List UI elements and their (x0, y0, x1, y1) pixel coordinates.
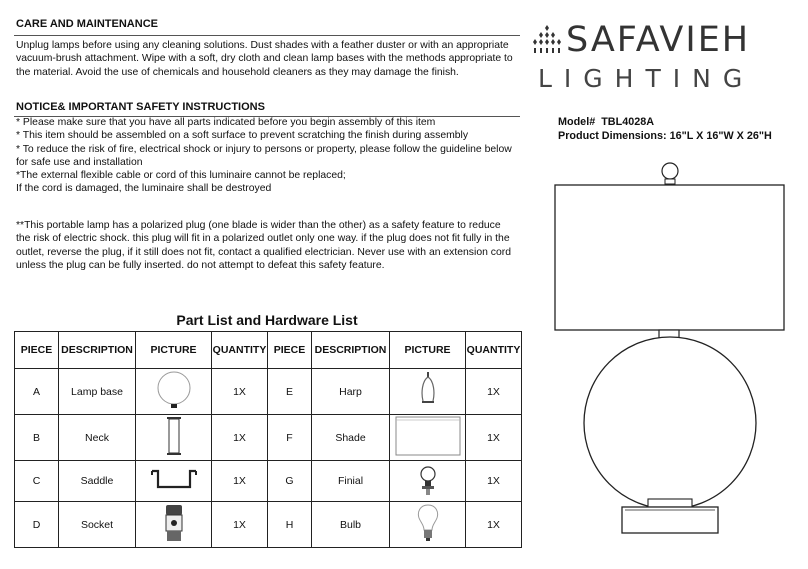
notice-title: NOTICE& IMPORTANT SAFETY INSTRUCTIONS (16, 101, 265, 113)
care-line: vacuum-brush attachment. Wipe with a soft, dry cloth and clean lamp bases with the methods appropriate to (16, 53, 513, 65)
brand-name: SAFAVIEH (566, 20, 751, 60)
header-picture: PICTURE (390, 332, 466, 369)
header-description: DESCRIPTION (59, 332, 136, 369)
lamp-globe-base (584, 337, 756, 509)
description-cell: Bulb (312, 502, 390, 548)
table-row (15, 369, 522, 415)
notice-line: * Please make sure that you have all parts indicated before you begin assembly of this item (16, 117, 436, 128)
description-cell: Saddle (59, 461, 136, 502)
plug-line: **This portable lamp has a polarized plug (one blade is wider than the other) as a safety feature to reduce (16, 220, 501, 231)
neck-icon (164, 416, 184, 456)
piece-cell: G (268, 461, 312, 502)
quantity-cell: 1X (212, 461, 268, 502)
header-quantity: QUANTITY (466, 332, 522, 369)
description-cell: Socket (59, 502, 136, 548)
picture-cell (136, 369, 212, 415)
quantity-cell: 1X (212, 502, 268, 548)
quantity-cell: 1X (466, 502, 522, 548)
bulb-icon (416, 503, 440, 543)
picture-cell (136, 502, 212, 548)
plug-line: unless the plug can be fully inserted. do not attempt to defeat this safety feature. (16, 259, 385, 271)
header-piece: PIECE (268, 332, 312, 369)
divider (14, 35, 520, 36)
plug-line: outlet, reverse the plug, if it still does not fit, contact a qualified electrician. Never use with an extension cord (16, 246, 511, 258)
care-title: CARE AND MAINTENANCE (16, 18, 158, 30)
lamp-shade (555, 185, 784, 330)
notice-line: If the cord is damaged, the luminaire shall be destroyed (16, 183, 272, 195)
parts-title: Part List and Hardware List (176, 312, 358, 328)
lamp-drawing (553, 160, 793, 550)
header-description: DESCRIPTION (312, 332, 390, 369)
picture-cell (390, 415, 466, 461)
description-cell: Neck (59, 415, 136, 461)
picture-cell (390, 369, 466, 415)
quantity-cell: 1X (212, 369, 268, 415)
notice-text (16, 116, 522, 196)
picture-cell (390, 461, 466, 502)
table-row (15, 461, 522, 502)
notice-line: *The external flexible cable or cord of this luminaire cannot be replaced; (16, 170, 346, 182)
piece-cell: C (15, 461, 59, 502)
piece-cell: H (268, 502, 312, 548)
description-cell: Harp (312, 369, 390, 415)
model-line (558, 115, 772, 129)
header-piece: PIECE (15, 332, 59, 369)
care-text (16, 39, 522, 79)
product-info (558, 115, 772, 143)
quantity-cell: 1X (466, 369, 522, 415)
lamp-plinth (622, 507, 718, 533)
piece-cell: E (268, 369, 312, 415)
base-collar (648, 499, 692, 507)
table-row (15, 502, 522, 548)
table-row (15, 415, 522, 461)
model-number: TBL4028A (601, 116, 655, 128)
plug-warning-text (16, 219, 522, 272)
finial-icon (418, 463, 438, 497)
header-quantity: QUANTITY (212, 332, 268, 369)
quantity-cell: 1X (466, 415, 522, 461)
picture-cell (390, 502, 466, 548)
globe-icon (154, 370, 194, 410)
socket-icon (162, 503, 186, 543)
notice-line: * This item should be assembled on a soft surface to prevent scratching the finish during assembly (16, 130, 469, 142)
parts-table (14, 331, 522, 548)
dimensions-label: Product Dimensions: (558, 130, 667, 142)
quantity-cell: 1X (466, 461, 522, 502)
care-line: the material. Avoid the use of chemicals and household cleaners as they may damage the finish. (16, 66, 459, 78)
dimensions-line (558, 129, 772, 143)
harp-icon (418, 371, 438, 409)
piece-cell: D (15, 502, 59, 548)
piece-cell: F (268, 415, 312, 461)
quantity-cell: 1X (212, 415, 268, 461)
brand-subtitle: LIGHTING (538, 64, 755, 93)
header-picture: PICTURE (136, 332, 212, 369)
table-header-row (15, 332, 522, 369)
piece-cell: A (15, 369, 59, 415)
safavieh-logo-icon (532, 24, 562, 54)
dimensions-value: 16"L X 16"W X 26"H (669, 130, 772, 142)
lamp-finial (662, 163, 678, 179)
picture-cell (136, 415, 212, 461)
piece-cell: B (15, 415, 59, 461)
model-label: Model# (558, 116, 596, 128)
plug-line: the risk of electric shock. this plug will fit in a polarized outlet only one way. if the plug does not fit fully in the (16, 233, 510, 245)
picture-cell (136, 461, 212, 502)
care-line: Unplug lamps before using any cleaning solutions. Dust shades with a feather duster or with an appropriate (16, 40, 509, 51)
notice-line: * To reduce the risk of fire, electrical shock or injury to persons or property, please follow the guideline below (16, 143, 512, 155)
shade-icon (395, 415, 461, 457)
saddle-icon (149, 465, 199, 495)
notice-line: for safe use and installation (16, 156, 143, 168)
finial-base (665, 179, 675, 184)
description-cell: Finial (312, 461, 390, 502)
description-cell: Lamp base (59, 369, 136, 415)
description-cell: Shade (312, 415, 390, 461)
